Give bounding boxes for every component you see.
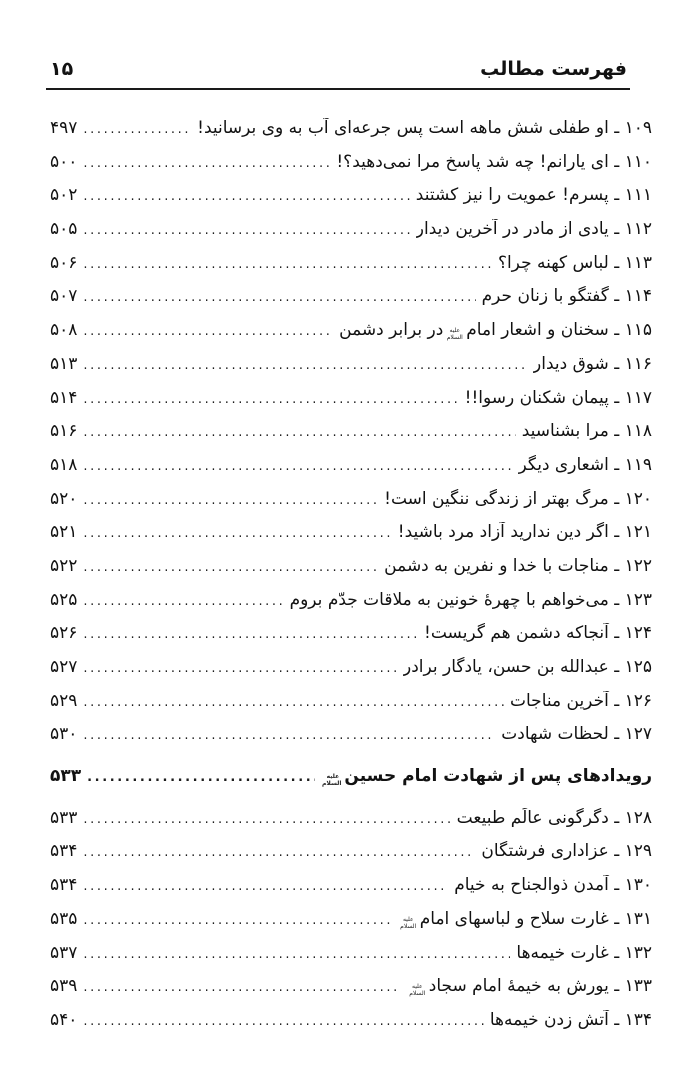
entry-label: ۱۲۱ ـ اگر دین ندارید آزاد مرد باشید! — [397, 522, 652, 543]
entry-label: ۱۱۲ ـ یادی از مادر در آخرین دیدار — [415, 219, 652, 240]
alayhi-assalam-honorific: علیه السلام — [409, 983, 426, 998]
dot-leader — [83, 661, 397, 676]
toc-entry-row — [50, 248, 652, 282]
dot-leader — [83, 257, 492, 272]
dot-leader — [83, 879, 448, 894]
dot-leader — [83, 493, 378, 508]
dot-leader — [83, 1014, 483, 1029]
toc-entry-row — [50, 147, 652, 181]
entry-label: ۱۱۳ ـ لباس کهنه چرا؟ — [497, 252, 652, 273]
entry-page-number: ۵۱۸ — [50, 454, 78, 475]
entry-page-number: ۵۰۶ — [50, 252, 78, 273]
entry-page-number: ۵۲۶ — [50, 623, 78, 644]
entry-label: ۱۲۸ ـ دگرگونی عالَم طبیعت — [456, 807, 652, 828]
entry-label: ۱۱۵ ـ سخنان و اشعار امام — [466, 320, 652, 341]
entry-page-number: ۵۴۰ — [50, 1009, 78, 1030]
entry-title — [482, 286, 652, 306]
entry-label-after: در برابر دشمن — [339, 320, 444, 341]
entry-label: ۱۲۴ ـ آنجاکه دشمن هم گریست! — [424, 623, 652, 644]
alayhi-assalam-honorific: علیه السلام — [322, 773, 342, 788]
alayhi-assalam-honorific: علیه السلام — [400, 915, 417, 930]
entry-title — [398, 522, 652, 542]
entry-label: ۱۱۱ ـ پسرم! عمویت را نیز کشتند — [415, 185, 652, 206]
entry-page-number: ۵۱۶ — [50, 421, 78, 442]
entry-title — [490, 1010, 652, 1030]
entry-title — [384, 556, 652, 576]
dot-leader — [83, 122, 191, 137]
entry-title — [290, 590, 652, 610]
entry-title — [397, 909, 652, 931]
toc-entry-row — [50, 517, 652, 551]
entry-title — [533, 354, 652, 374]
toc-entry-row — [50, 416, 652, 450]
entry-page-number: ۵۳۵ — [50, 908, 78, 929]
entry-label: ۱۱۰ ـ ای یارانم! چه شد پاسخ مرا نمی‌دهید؟! — [336, 151, 652, 172]
entry-title — [518, 455, 652, 475]
entry-title — [339, 320, 652, 342]
entry-title — [416, 185, 652, 205]
entry-page-number: ۵۲۵ — [50, 589, 78, 610]
entry-label: ۱۳۰ ـ آمدن ذوالجناح به خیام — [454, 875, 652, 896]
entry-title — [321, 766, 652, 788]
entry-page-number: ۵۳۷ — [50, 942, 78, 963]
entry-title — [336, 152, 652, 172]
dot-leader — [83, 459, 512, 474]
header-rule — [46, 88, 630, 90]
entry-page-number: ۵۱۳ — [50, 353, 78, 374]
page-number-folio: ۱۵ — [50, 58, 74, 80]
toc-entry-row — [50, 803, 652, 837]
dot-leader — [83, 526, 391, 541]
dot-leader — [83, 560, 378, 575]
toc-entry-row — [50, 349, 652, 383]
dot-leader — [83, 728, 495, 743]
entry-label: ۱۱۶ ـ شوق دیدار — [533, 353, 652, 374]
dot-leader — [83, 324, 333, 339]
entry-label: ۱۲۷ ـ لحظات شهادت — [501, 724, 652, 745]
alayhi-assalam-honorific: علیه السلام — [446, 327, 463, 342]
dot-leader — [83, 627, 418, 642]
entry-title — [516, 943, 652, 963]
dot-leader — [83, 913, 390, 928]
entry-title — [481, 841, 652, 861]
header-title: فهرست مطالب — [480, 58, 627, 80]
dot-leader — [83, 594, 283, 609]
entry-title — [403, 657, 652, 677]
toc-entry-row — [50, 551, 652, 585]
dot-leader — [83, 392, 458, 407]
entry-page-number: ۵۳۹ — [50, 976, 78, 997]
toc-entry-row — [50, 719, 652, 753]
dot-leader — [83, 358, 527, 373]
entry-page-number: ۵۲۲ — [50, 555, 78, 576]
entry-page-number: ۵۰۸ — [50, 320, 78, 341]
dot-leader — [83, 980, 399, 995]
entry-title — [197, 118, 652, 138]
dot-leader — [83, 156, 330, 171]
entry-title — [406, 976, 652, 998]
entry-label: ۱۲۹ ـ عزاداری فرشتگان — [481, 841, 652, 862]
toc-section-heading-row — [50, 761, 652, 795]
entry-label: ۱۲۲ ـ مناجات با خدا و نفرین به دشمن — [384, 555, 652, 576]
entry-page-number: ۵۰۷ — [50, 286, 78, 307]
toc-entry-row — [50, 618, 652, 652]
entry-page-number: ۵۲۱ — [50, 522, 78, 543]
toc-entry-row — [50, 214, 652, 248]
dot-leader — [87, 770, 315, 785]
toc-entry-row — [50, 1005, 652, 1039]
entry-label: ۱۱۴ ـ گفتگو با زنان حرم — [481, 286, 652, 307]
dot-leader — [83, 695, 504, 710]
entry-page-number: ۵۳۴ — [50, 841, 78, 862]
entry-label: ۱۱۹ ـ اشعاری دیگر — [518, 454, 652, 475]
dot-leader — [83, 425, 515, 440]
entry-page-number: ۵۰۲ — [50, 185, 78, 206]
dot-leader — [83, 812, 450, 827]
entry-label: ۱۳۴ ـ آتش زدن خیمه‌ها — [489, 1009, 652, 1030]
entry-label: ۱۱۷ ـ پیمان شکنان رسوا!! — [464, 387, 652, 408]
entry-title — [465, 388, 652, 408]
entry-title — [522, 421, 652, 441]
toc-entry-row — [50, 180, 652, 214]
entry-label: ۱۳۳ ـ یورش به خیمهٔ امام سجاد — [428, 976, 652, 997]
toc-entry-row — [50, 585, 652, 619]
toc-entry-row — [50, 484, 652, 518]
toc-entry-row — [50, 686, 652, 720]
entry-title — [384, 489, 652, 509]
entry-page-number: ۵۳۳ — [50, 766, 82, 787]
entry-title — [501, 724, 652, 744]
entry-title — [416, 219, 652, 239]
toc-list — [50, 113, 652, 1039]
entry-page-number: ۵۰۰ — [50, 151, 78, 172]
entry-label: رویدادهای پس از شهادت امام حسین — [344, 766, 652, 787]
dot-leader — [83, 290, 475, 305]
toc-entry-row — [50, 870, 652, 904]
entry-page-number: ۵۲۹ — [50, 690, 78, 711]
dot-leader — [83, 189, 409, 204]
toc-entry-row — [50, 836, 652, 870]
toc-entry-row — [50, 315, 652, 349]
entry-label: ۱۲۵ ـ عبدالله بن حسن، یادگار برادر — [402, 657, 652, 677]
entry-page-number: ۵۳۳ — [50, 807, 78, 828]
entry-page-number: ۵۱۴ — [50, 387, 78, 408]
dot-leader — [83, 947, 510, 962]
entry-title — [454, 875, 652, 895]
entry-page-number: ۵۳۴ — [50, 875, 78, 896]
entry-label: ۱۳۲ ـ غارت خیمه‌ها — [516, 942, 652, 963]
toc-entry-row — [50, 113, 652, 147]
entry-label: ۱۰۹ ـ او طفلی شش ماهه است پس جرعه‌ای آب به وی برسانید! — [197, 118, 652, 138]
entry-title — [510, 691, 652, 711]
toc-entry-row — [50, 938, 652, 972]
toc-entry-row — [50, 383, 652, 417]
entry-page-number: ۵۲۰ — [50, 488, 78, 509]
entry-label: ۱۳۱ ـ غارت سلاح و لباسهای امام — [419, 908, 652, 929]
entry-page-number: ۵۰۵ — [50, 219, 78, 240]
toc-entry-row — [50, 450, 652, 484]
entry-page-number: ۴۹۷ — [50, 118, 78, 138]
entry-page-number: ۵۲۷ — [50, 657, 78, 677]
dot-leader — [83, 223, 409, 238]
toc-entry-row — [50, 652, 652, 686]
toc-entry-row — [50, 281, 652, 315]
dot-leader — [83, 845, 475, 860]
entry-label: ۱۲۶ ـ آخرین مناجات — [510, 690, 652, 711]
entry-label: ۱۲۰ ـ مرگ بهتر از زندگی ننگین است! — [384, 488, 652, 509]
entry-title — [457, 808, 652, 828]
toc-entry-row — [50, 971, 652, 1005]
toc-entry-row — [50, 904, 652, 938]
entry-page-number: ۵۳۰ — [50, 724, 78, 745]
entry-label: ۱۲۳ ـ می‌خواهم با چهرهٔ خونین به ملاقات جدّم بروم — [289, 589, 652, 610]
entry-label: ۱۱۸ ـ مرا بشناسید — [521, 421, 652, 442]
entry-title — [424, 623, 652, 643]
page-header — [50, 56, 627, 82]
entry-title — [498, 253, 652, 273]
